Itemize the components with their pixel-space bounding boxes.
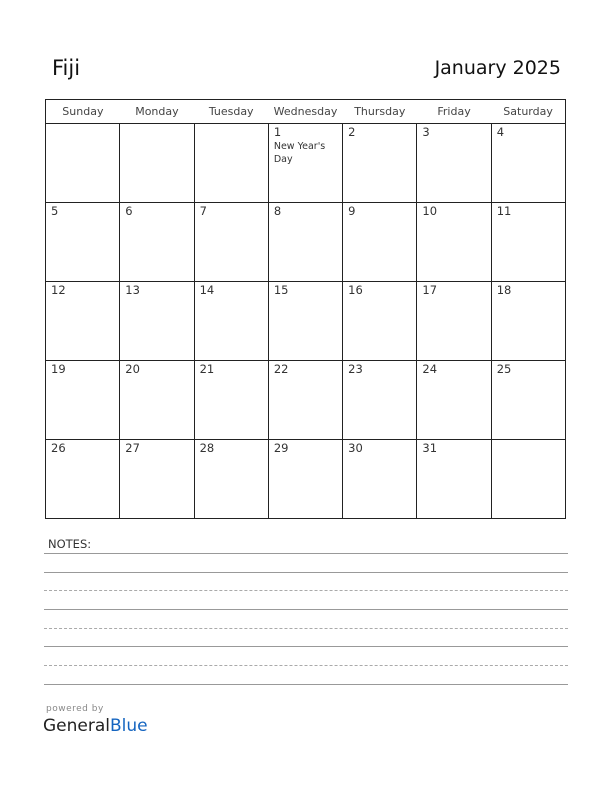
day-cell[interactable] [46,203,120,282]
day-number: 22 [273,362,289,376]
holiday-label: New Year's Day [273,141,326,165]
day-cell[interactable] [491,361,565,440]
day-cell[interactable] [268,361,342,440]
day-cell[interactable] [491,440,565,519]
weekday-sunday: Sunday [46,100,120,124]
weekday-thursday: Thursday [343,100,417,124]
day-cell[interactable] [343,440,417,519]
brand-name-general: General [43,716,110,736]
day-cell[interactable] [491,203,565,282]
notes-line [44,646,568,647]
day-cell[interactable] [46,282,120,361]
day-number: 21 [199,362,215,376]
day-cell[interactable] [194,440,268,519]
day-number: 9 [348,204,356,218]
notes-line [44,609,568,610]
brand-name-blue: Blue [110,716,148,736]
notes-line [44,665,568,666]
day-cell[interactable] [417,124,491,203]
calendar-week-row [46,361,566,440]
day-number: 1 [273,125,282,139]
day-number: 13 [125,283,140,297]
notes-line [44,628,568,629]
day-number: 28 [199,441,215,455]
day-number: 6 [125,204,133,218]
day-number: 19 [51,362,66,376]
day-cell[interactable] [120,361,194,440]
day-number: 27 [125,441,140,455]
day-number: 12 [51,283,66,297]
weekday-header-row [46,100,566,124]
day-cell[interactable] [194,124,268,203]
calendar-week-row [46,203,566,282]
day-number: 25 [496,362,512,376]
day-cell[interactable] [268,440,342,519]
day-number: 14 [199,283,215,297]
calendar-week-row [46,440,566,519]
day-cell[interactable] [268,124,342,203]
day-cell[interactable] [417,203,491,282]
brand-logo[interactable] [43,716,148,736]
day-number: 17 [422,283,438,297]
day-number: 5 [51,204,59,218]
day-cell[interactable] [194,282,268,361]
day-cell[interactable] [343,124,417,203]
notes-line [44,590,568,591]
notes-label: NOTES: [48,537,92,551]
weekday-saturday: Saturday [491,100,565,124]
day-number: 4 [496,125,505,139]
day-cell[interactable] [120,440,194,519]
weekday-monday: Monday [120,100,194,124]
day-cell[interactable] [491,282,565,361]
day-cell[interactable] [120,124,194,203]
day-number: 29 [273,441,289,455]
month-year-title: January 2025 [434,57,561,79]
weekday-tuesday: Tuesday [194,100,268,124]
day-number: 23 [348,362,363,376]
calendar-week-row [46,124,566,203]
weekday-wednesday: Wednesday [268,100,342,124]
day-cell[interactable] [268,203,342,282]
day-number: 15 [273,283,289,297]
day-cell[interactable] [343,282,417,361]
day-cell[interactable] [46,440,120,519]
day-number: 8 [273,204,282,218]
powered-by-text: powered by [46,704,104,714]
day-cell[interactable] [194,361,268,440]
day-number: 11 [496,204,512,218]
notes-line [44,684,568,685]
day-number: 24 [422,362,438,376]
day-cell[interactable] [120,282,194,361]
day-cell[interactable] [417,282,491,361]
calendar-grid [45,99,566,519]
day-cell[interactable] [491,124,565,203]
day-cell[interactable] [46,361,120,440]
day-cell[interactable] [343,203,417,282]
country-title: Fiji [52,56,81,80]
day-cell[interactable] [417,440,491,519]
day-cell[interactable] [194,203,268,282]
day-number: 2 [348,125,356,139]
day-cell[interactable] [343,361,417,440]
day-cell[interactable] [417,361,491,440]
day-number: 16 [348,283,363,297]
day-number: 26 [51,441,66,455]
day-cell[interactable] [268,282,342,361]
day-number: 30 [348,441,363,455]
calendar-week-row [46,282,566,361]
day-cell[interactable] [120,203,194,282]
day-number: 7 [199,204,207,218]
day-number: 31 [422,441,438,455]
day-number: 20 [125,362,140,376]
day-cell[interactable] [46,124,120,203]
notes-line [44,553,568,554]
day-number: 3 [422,125,430,139]
weekday-friday: Friday [417,100,491,124]
notes-line [44,572,568,573]
day-number: 18 [496,283,512,297]
day-number: 10 [422,204,438,218]
